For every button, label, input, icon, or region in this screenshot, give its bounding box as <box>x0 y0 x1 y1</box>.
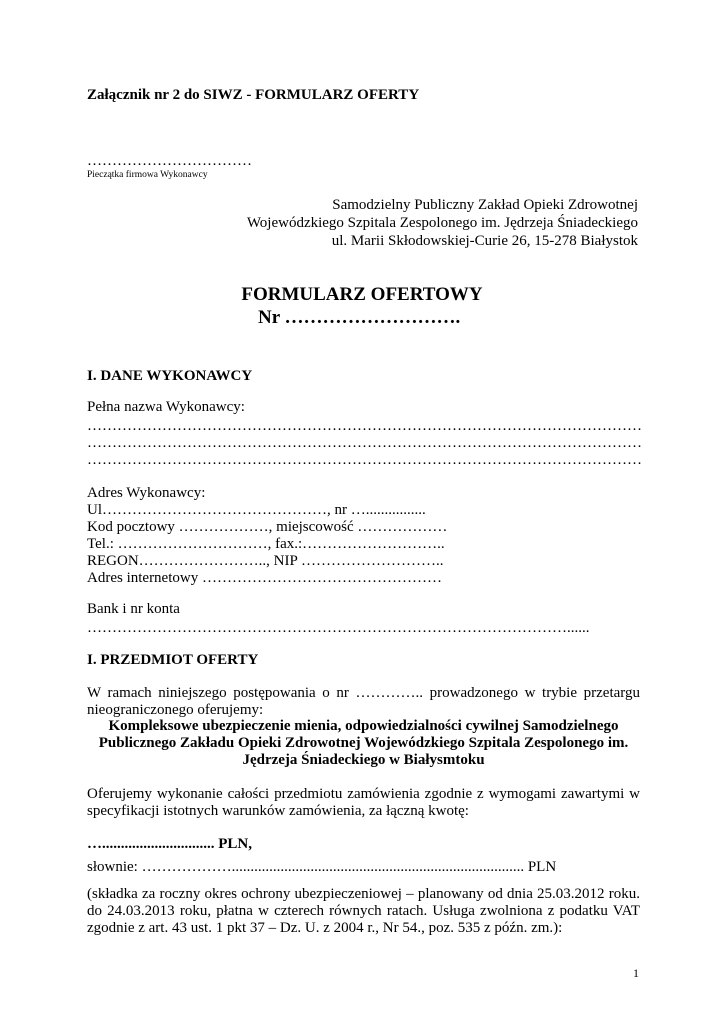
premium-note: (składka za roczny okres ochrony ubezpieczeniowej – planowany od dnia 25.03.2012 roku. do 24.03.2013 roku, płatna w czterech równych ratach. Usługa zwolniona z podatku VAT zgodnie z art. 43 ust. 1 pkt 37 – Dz. U. z 2004 r., Nr 54., poz. 535 z późn. zm.): <box>87 886 640 936</box>
offer-statement: Oferujemy wykonanie całości przedmiotu zamówienia zgodnie z wymogami zawartymi w specyfikacji istotnych warunków zamówienia, za łączną kwotę: <box>87 786 640 819</box>
attachment-header: Załącznik nr 2 do SIWZ - FORMULARZ OFERTY <box>87 87 420 103</box>
full-name-line-3: ………………………………………………………………………………………………… <box>87 452 642 468</box>
full-name-label: Pełna nazwa Wykonawcy: <box>87 399 245 415</box>
form-title: FORMULARZ OFERTOWY <box>241 284 483 305</box>
page-number: 1 <box>633 966 639 980</box>
offer-intro: W ramach niniejszego postępowania o nr ………….. prowadzonego w trybie przetargu nieograniczonego oferujemy: <box>87 685 640 718</box>
full-name-line-1: ………………………………………………………………………………………………… <box>87 418 642 434</box>
address-street: Ul………………………………………, nr …................ <box>87 502 426 518</box>
offer-amount: ….............................. PLN, <box>87 836 252 852</box>
bank-account-line: ……………………………………………………………………………………...... <box>87 620 590 636</box>
offer-subject: Kompleksowe ubezpieczenie mienia, odpowiedzialności cywilnej Samodzielnego Publicznego Zakładu Opieki Zdrowotnej Wojewódzkiego Szpitala Zespolonego im. Jędrzeja Śniadeckiego w Białysmtoku <box>98 718 629 768</box>
stamp-dots: …………………………… <box>87 153 252 169</box>
address-label: Adres Wykonawcy: <box>87 485 206 501</box>
recipient-address: ul. Marii Skłodowskiej-Curie 26, 15-278 Białystok <box>331 233 638 249</box>
recipient-line-1: Samodzielny Publiczny Zakład Opieki Zdrowotnej <box>332 197 638 213</box>
address-phone-fax: Tel.: …………………………, fax.:……………………….. <box>87 536 445 552</box>
recipient-line-2: Wojewódzkiego Szpitala Zespolonego im. Jędrzeja Śniadeckiego <box>246 215 638 231</box>
bank-label: Bank i nr konta <box>87 601 180 617</box>
section-subject-heading: I. PRZEDMIOT OFERTY <box>87 652 259 668</box>
address-website: Adres internetowy ………………………………………… <box>87 570 442 586</box>
stamp-label: Pieczątka firmowa Wykonawcy <box>87 170 208 180</box>
address-regon-nip: REGON…………………….., NIP ……………………….. <box>87 553 444 569</box>
address-postal: Kod pocztowy ………………, miejscowość ……………… <box>87 519 448 535</box>
form-number: Nr ………………………. <box>258 307 461 328</box>
section-contractor-heading: I. DANE WYKONAWCY <box>87 368 253 384</box>
full-name-line-2: ………………………………………………………………………………………………… <box>87 435 642 451</box>
amount-in-words: słownie: ……………….............................................................................. PLN <box>87 859 557 875</box>
